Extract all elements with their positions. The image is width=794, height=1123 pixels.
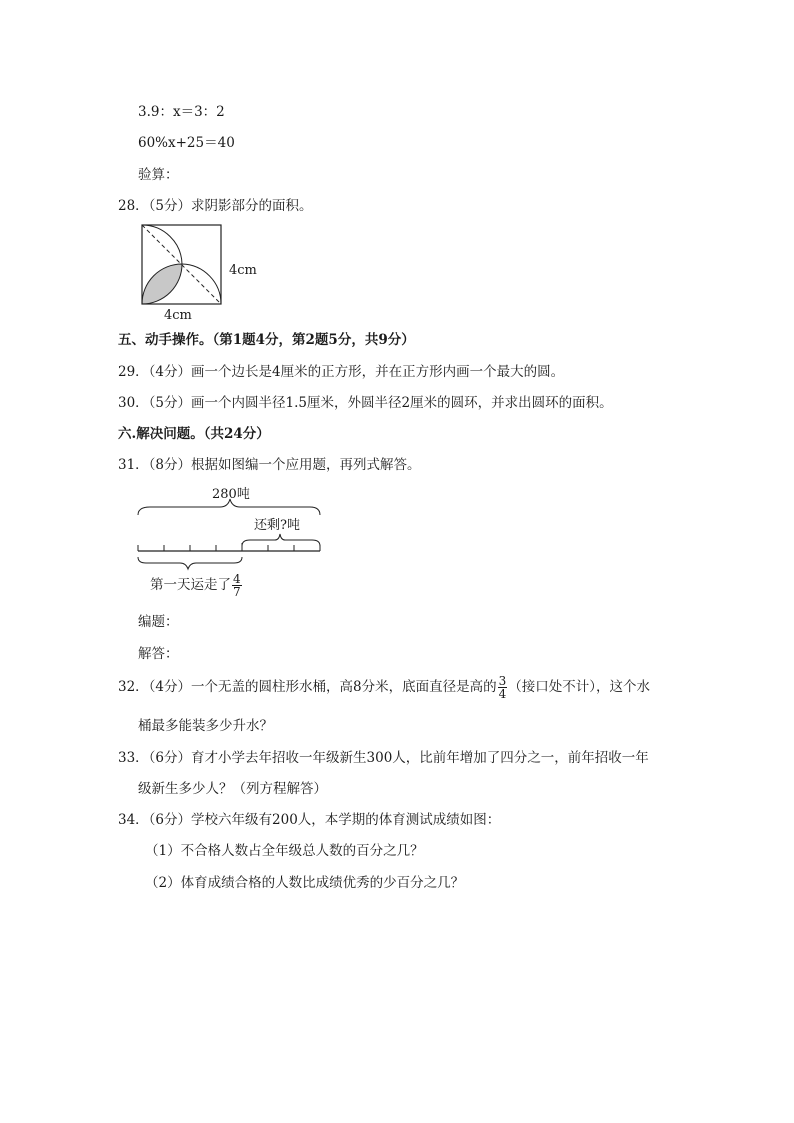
question-30: 30．（5分）画一个内圆半径1.5厘米，外圆半径2厘米的圆环，并求出圆环的面积。 <box>118 395 613 411</box>
verify-label: 验算： <box>138 167 179 183</box>
question-32-line-2: 桶最多能装多少升水？ <box>138 718 273 734</box>
question-32-line-1: 32．（4分）一个无盖的圆柱形水桶，高8分米，底面直径是高的 $\frac{3}{4}$ （接口处不计），这个水 <box>118 674 650 701</box>
section-6-heading: 六.解决问题。（共24分） <box>118 426 270 442</box>
equation-2: 60%x+25＝40 <box>138 135 235 151</box>
question-34-sub-1: （1）不合格人数占全年级总人数的百分之几？ <box>145 843 424 859</box>
bottom-length-label: 4cm <box>164 308 192 323</box>
section-5-heading: 五、动手操作。（第1题4分，第2题5分，共9分） <box>118 332 415 348</box>
remain-brace <box>242 534 320 546</box>
first-day-brace <box>138 557 242 569</box>
first-day-caption <box>150 572 243 598</box>
question-34: 34．（6分）学校六年级有200人，本学期的体育测试成绩如图： <box>118 812 501 828</box>
answer-label: 解答： <box>138 646 179 662</box>
compose-label: 编题： <box>138 614 179 630</box>
fraction-three-quarters: $\frac{3}{4}$ <box>498 674 507 701</box>
right-semicircle <box>182 264 221 304</box>
question-31: 31．（8分）根据如图编一个应用题，再列式解答。 <box>118 457 421 473</box>
remain-label: 还剩?吨 <box>254 518 300 533</box>
question-33-line-1: 33．（6分）育才小学去年招收一年级新生300人，比前年增加了四分之一，前年招收一年 <box>118 750 649 766</box>
equation-1: 3.9：x＝3：2 <box>138 104 225 120</box>
question-29: 29．（4分）画一个边长是4厘米的正方形，并在正方形内画一个最大的圆。 <box>118 364 565 380</box>
fraction-four-sevenths: $\frac{4}{7}$ <box>233 572 241 599</box>
segment-ticks <box>138 543 320 551</box>
total-label: 280吨 <box>212 487 250 502</box>
question-33-line-2: 级新生多少人？（列方程解答） <box>138 781 327 797</box>
question-28: 28．（5分）求阴影部分的面积。 <box>118 198 313 214</box>
shaded-lens <box>142 264 182 304</box>
question-34-sub-2: （2）体育成绩合格的人数比成绩优秀的少百分之几？ <box>145 875 465 891</box>
side-length-label: 4cm <box>229 263 257 278</box>
first-day-label: 第一天运走了 <box>150 577 231 593</box>
